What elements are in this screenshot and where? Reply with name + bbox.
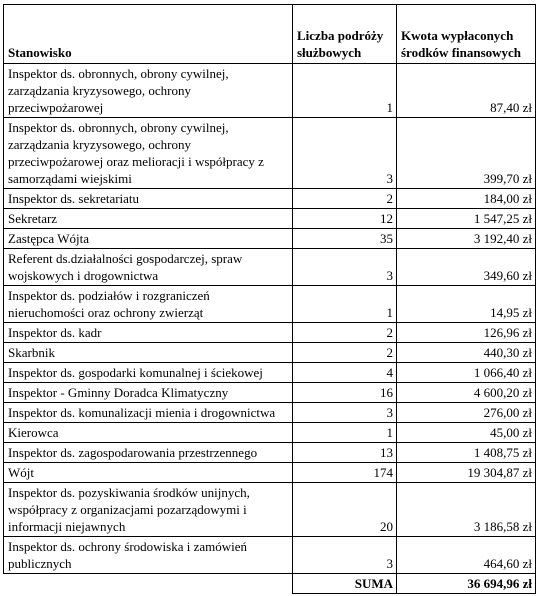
amount-cell: 14,95 zł: [397, 286, 536, 323]
table-row: [4, 323, 536, 343]
trips-cell: 2: [293, 323, 397, 343]
sum-label: SUMA: [293, 574, 397, 594]
trips-cell: 3: [293, 249, 397, 286]
business-trips-table: [3, 4, 536, 594]
sum-blank-cell: [4, 574, 293, 594]
position-cell: Referent ds.działalności gospodarczej, spraw wojskowych i drogownictwa: [4, 249, 293, 286]
position-cell: Inspektor ds. ochrony środowiska i zamówień publicznych: [4, 537, 293, 574]
document: [3, 4, 536, 594]
sum-row: [4, 574, 536, 594]
amount-cell: 349,60 zł: [397, 249, 536, 286]
amount-cell: 440,30 zł: [397, 343, 536, 363]
header-row: [4, 5, 536, 64]
trips-cell: 174: [293, 463, 397, 483]
trips-cell: 16: [293, 383, 397, 403]
position-cell: Inspektor ds. zagospodarowania przestrzennego: [4, 443, 293, 463]
table-body: [4, 64, 536, 574]
table-row: [4, 64, 536, 118]
position-cell: Sekretarz: [4, 209, 293, 229]
position-cell: Inspektor ds. podziałów i rozgraniczeń nieruchomości oraz ochrony zwierząt: [4, 286, 293, 323]
table-row: [4, 403, 536, 423]
table-row: [4, 286, 536, 323]
position-cell: Inspektor ds. obronnych, obrony cywilnej, zarządzania kryzysowego, ochrony przeciwpożarowej oraz melioracji i współpracy z samorządami wiejskimi: [4, 118, 293, 189]
sum-value: 36 694,96 zł: [397, 574, 536, 594]
position-cell: Inspektor - Gminny Doradca Klimatyczny: [4, 383, 293, 403]
position-cell: Inspektor ds. komunalizacji mienia i drogownictwa: [4, 403, 293, 423]
trips-cell: 12: [293, 209, 397, 229]
header-trips: Liczba podróży służbowych: [293, 5, 397, 64]
amount-cell: 184,00 zł: [397, 189, 536, 209]
position-cell: Inspektor ds. gospodarki komunalnej i ściekowej: [4, 363, 293, 383]
amount-cell: 399,70 zł: [397, 118, 536, 189]
amount-cell: 87,40 zł: [397, 64, 536, 118]
header-amount: Kwota wypłaconych środków finansowych: [397, 5, 536, 64]
trips-cell: 3: [293, 403, 397, 423]
trips-cell: 1: [293, 64, 397, 118]
trips-cell: 4: [293, 363, 397, 383]
position-cell: Skarbnik: [4, 343, 293, 363]
trips-cell: 2: [293, 189, 397, 209]
table-row: [4, 249, 536, 286]
table-row: [4, 343, 536, 363]
trips-cell: 3: [293, 118, 397, 189]
table-row: [4, 383, 536, 403]
amount-cell: 464,60 zł: [397, 537, 536, 574]
position-cell: Zastępca Wójta: [4, 229, 293, 249]
table-row: [4, 229, 536, 249]
trips-cell: 2: [293, 343, 397, 363]
table-row: [4, 537, 536, 574]
amount-cell: 45,00 zł: [397, 423, 536, 443]
trips-cell: 20: [293, 483, 397, 537]
position-cell: Kierowca: [4, 423, 293, 443]
trips-cell: 1: [293, 423, 397, 443]
amount-cell: 19 304,87 zł: [397, 463, 536, 483]
table-row: [4, 443, 536, 463]
amount-cell: 1 066,40 zł: [397, 363, 536, 383]
trips-cell: 13: [293, 443, 397, 463]
amount-cell: 3 192,40 zł: [397, 229, 536, 249]
amount-cell: 4 600,20 zł: [397, 383, 536, 403]
position-cell: Inspektor ds. pozyskiwania środków unijnych, współpracy z organizacjami pozarządowymi i informacji niejawnych: [4, 483, 293, 537]
amount-cell: 1 408,75 zł: [397, 443, 536, 463]
table-row: [4, 118, 536, 189]
table-row: [4, 423, 536, 443]
trips-cell: 1: [293, 286, 397, 323]
amount-cell: 126,96 zł: [397, 323, 536, 343]
table-row: [4, 483, 536, 537]
table-row: [4, 463, 536, 483]
amount-cell: 276,00 zł: [397, 403, 536, 423]
table-row: [4, 189, 536, 209]
position-cell: Inspektor ds. kadr: [4, 323, 293, 343]
position-cell: Inspektor ds. obronnych, obrony cywilnej, zarządzania kryzysowego, ochrony przeciwpożarowej: [4, 64, 293, 118]
trips-cell: 35: [293, 229, 397, 249]
position-cell: Inspektor ds. sekretariatu: [4, 189, 293, 209]
trips-cell: 3: [293, 537, 397, 574]
header-position: Stanowisko: [4, 5, 293, 64]
table-row: [4, 209, 536, 229]
table-row: [4, 363, 536, 383]
position-cell: Wójt: [4, 463, 293, 483]
amount-cell: 3 186,58 zł: [397, 483, 536, 537]
amount-cell: 1 547,25 zł: [397, 209, 536, 229]
